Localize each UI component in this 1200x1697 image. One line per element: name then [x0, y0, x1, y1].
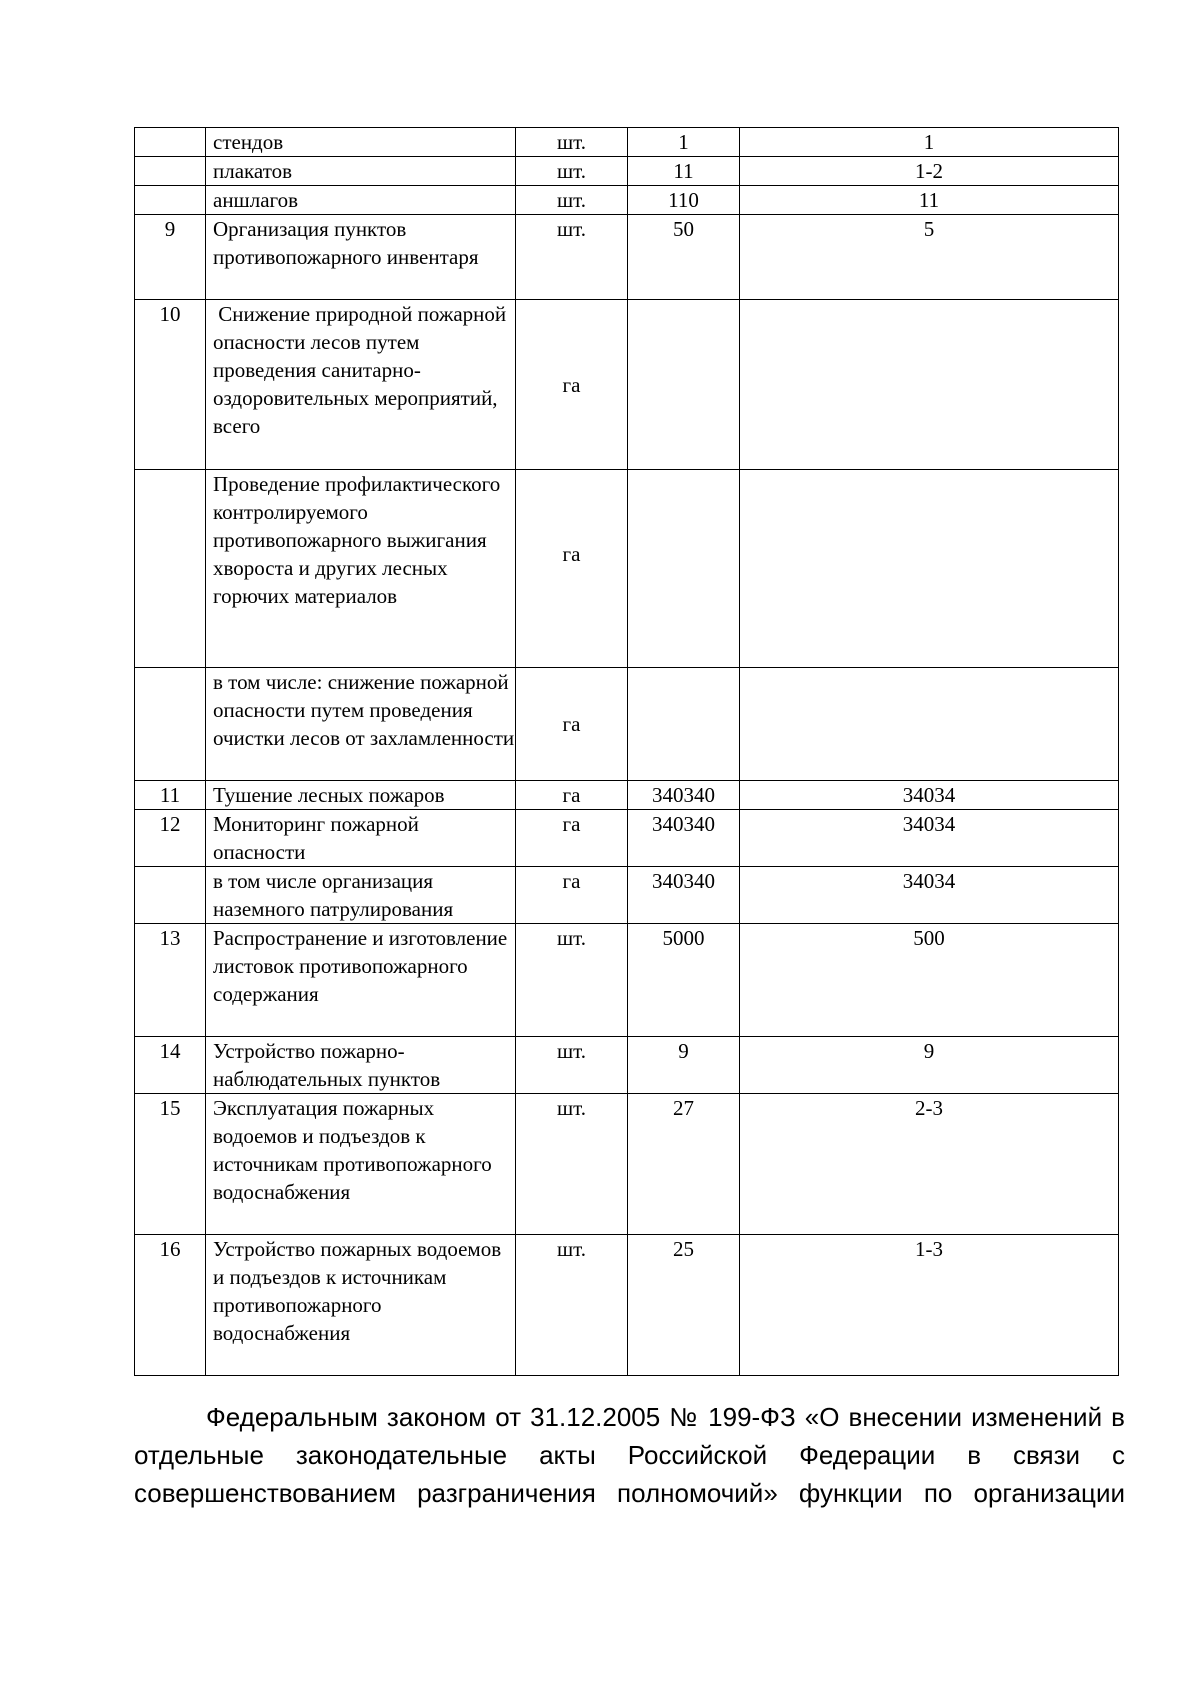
table-row — [135, 300, 1119, 470]
table-row — [135, 867, 1119, 924]
row-number — [135, 668, 206, 781]
row-value-annual: 34034 — [740, 810, 1119, 867]
paragraph-line: Федеральным законом от 31.12.2005 № 199-ФЗ «О внесении изменений в — [206, 1402, 1125, 1432]
row-value-total: 110 — [628, 186, 740, 215]
row-value-annual: 2-3 — [740, 1094, 1119, 1235]
table-row — [135, 781, 1119, 810]
row-name: в том числе организация наземного патрулирования — [206, 867, 516, 924]
row-name: Распространение и изготовление листовок противопожарного содержания — [206, 924, 516, 1037]
row-name: плакатов — [206, 157, 516, 186]
body-paragraph — [134, 1398, 1125, 1512]
row-name: аншлагов — [206, 186, 516, 215]
paragraph-line: совершенствованием разграничения полномочий» функции по организации — [134, 1478, 1125, 1508]
row-number — [135, 470, 206, 668]
row-unit: га — [516, 810, 628, 867]
row-value-annual: 5 — [740, 215, 1119, 300]
table-row — [135, 1094, 1119, 1235]
row-value-total: 25 — [628, 1235, 740, 1376]
row-value-annual: 34034 — [740, 867, 1119, 924]
row-value-total: 5000 — [628, 924, 740, 1037]
row-unit: шт. — [516, 215, 628, 300]
row-value-total: 1 — [628, 128, 740, 157]
row-name: в том числе: снижение пожарной опасности путем проведения очистки лесов от захламленности — [206, 668, 516, 781]
row-unit: га — [516, 668, 628, 781]
row-name: Организация пунктов противопожарного инвентаря — [206, 215, 516, 300]
row-number: 9 — [135, 215, 206, 300]
row-value-annual: 11 — [740, 186, 1119, 215]
row-value-annual: 1-2 — [740, 157, 1119, 186]
table-row — [135, 1235, 1119, 1376]
row-unit: шт. — [516, 157, 628, 186]
table-row — [135, 668, 1119, 781]
row-value-annual — [740, 300, 1119, 470]
row-unit: шт. — [516, 128, 628, 157]
paragraph-line: отдельные законодательные акты Российской Федерации в связи с — [134, 1440, 1125, 1470]
row-unit: шт. — [516, 1094, 628, 1235]
row-number — [135, 186, 206, 215]
row-value-total: 50 — [628, 215, 740, 300]
table-row — [135, 924, 1119, 1037]
row-number — [135, 867, 206, 924]
row-number: 15 — [135, 1094, 206, 1235]
row-value-total — [628, 668, 740, 781]
row-name: Тушение лесных пожаров — [206, 781, 516, 810]
table-row — [135, 186, 1119, 215]
row-value-total: 11 — [628, 157, 740, 186]
row-unit: шт. — [516, 1235, 628, 1376]
table-row — [135, 215, 1119, 300]
row-unit: га — [516, 867, 628, 924]
row-unit: шт. — [516, 186, 628, 215]
row-unit: шт. — [516, 924, 628, 1037]
table-row — [135, 157, 1119, 186]
table-row — [135, 128, 1119, 157]
row-value-annual: 1-3 — [740, 1235, 1119, 1376]
row-value-total: 27 — [628, 1094, 740, 1235]
row-unit: га — [516, 300, 628, 470]
row-value-total: 340340 — [628, 810, 740, 867]
row-value-annual: 9 — [740, 1037, 1119, 1094]
row-name: Снижение природной пожарной опасности лесов путем проведения санитарно-оздоровительных мероприятий, всего — [206, 300, 516, 470]
row-number: 11 — [135, 781, 206, 810]
row-name: Эксплуатация пожарных водоемов и подъездов к источникам противопожарного водоснабжения — [206, 1094, 516, 1235]
row-unit: шт. — [516, 1037, 628, 1094]
row-value-total: 340340 — [628, 867, 740, 924]
row-number — [135, 128, 206, 157]
row-value-total: 9 — [628, 1037, 740, 1094]
row-value-annual: 34034 — [740, 781, 1119, 810]
row-number: 12 — [135, 810, 206, 867]
row-value-total: 340340 — [628, 781, 740, 810]
table-row — [135, 470, 1119, 668]
row-name: Проведение профилактического контролируемого противопожарного выжигания хвороста и других лесных горючих материалов — [206, 470, 516, 668]
row-name: стендов — [206, 128, 516, 157]
table-row — [135, 810, 1119, 867]
row-value-total — [628, 470, 740, 668]
row-number — [135, 157, 206, 186]
row-value-annual — [740, 668, 1119, 781]
row-value-annual: 500 — [740, 924, 1119, 1037]
row-unit: га — [516, 470, 628, 668]
row-number: 14 — [135, 1037, 206, 1094]
row-value-total — [628, 300, 740, 470]
measures-table — [134, 127, 1119, 1376]
row-name: Мониторинг пожарной опасности — [206, 810, 516, 867]
table-row — [135, 1037, 1119, 1094]
row-value-annual: 1 — [740, 128, 1119, 157]
row-number: 10 — [135, 300, 206, 470]
row-number: 13 — [135, 924, 206, 1037]
row-value-annual — [740, 470, 1119, 668]
row-unit: га — [516, 781, 628, 810]
row-number: 16 — [135, 1235, 206, 1376]
row-name: Устройство пожарных водоемов и подъездов к источникам противопожарного водоснабжения — [206, 1235, 516, 1376]
row-name: Устройство пожарно-наблюдательных пунктов — [206, 1037, 516, 1094]
